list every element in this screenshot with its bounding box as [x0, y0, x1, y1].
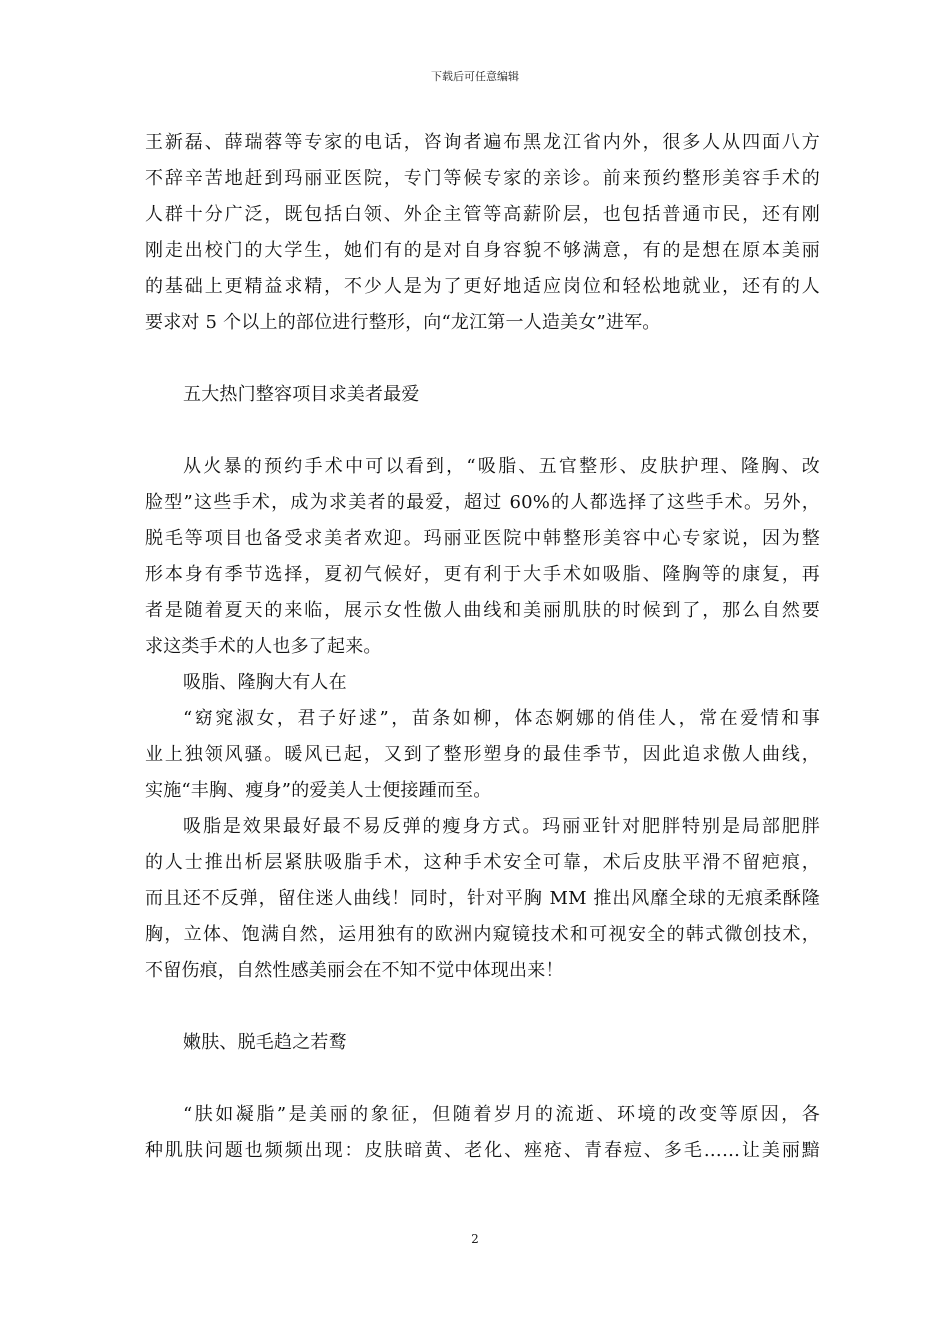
body-line: 种肌肤问题也频频出现：皮肤暗黄、老化、痤疮、青春痘、多毛……让美丽黯 [145, 1140, 820, 1161]
body-line: 刚走出校门的大学生，她们有的是对自身容貌不够满意，有的是想在原本美丽 [145, 240, 820, 261]
body-line: 不留伤痕，自然性感美丽会在不知不觉中体现出来！ [145, 960, 564, 981]
body-line: 而且还不反弹，留住迷人曲线！同时，针对平胸 MM 推出风靡全球的无痕柔酥隆 [145, 888, 820, 909]
section-heading: 嫩肤、脱毛趋之若鹜 [183, 1032, 347, 1053]
body-line: 脸型”这些手术，成为求美者的最爱，超过 60%的人都选择了这些手术。另外， [145, 492, 820, 513]
body-line: 实施“丰胸、瘦身”的爱美人士便接踵而至。 [145, 780, 492, 801]
section-heading: 吸脂、隆胸大有人在 [183, 672, 347, 693]
page-header: 下载后可任意编辑 [431, 70, 519, 83]
body-line: 人群十分广泛，既包括白领、外企主管等高薪阶层，也包括普通市民，还有刚 [145, 204, 820, 225]
body-line: 求这类手术的人也多了起来。 [145, 636, 382, 657]
body-line: 从火暴的预约手术中可以看到，“吸脂、五官整形、皮肤护理、隆胸、改 [183, 456, 820, 477]
page-number: 2 [471, 1232, 479, 1246]
body-line: 的人士推出析层紧肤吸脂手术，这种手术安全可靠，术后皮肤平滑不留疤痕， [145, 852, 820, 873]
body-line: 业上独领风骚。暖风已起，又到了整形塑身的最佳季节，因此追求傲人曲线， [145, 744, 820, 765]
body-line: “窈窕淑女，君子好逑”，苗条如柳，体态婀娜的俏佳人，常在爱情和事 [183, 708, 820, 729]
body-line: 形本身有季节选择，夏初气候好，更有利于大手术如吸脂、隆胸等的康复，再 [145, 564, 820, 585]
body-line: “肤如凝脂”是美丽的象征，但随着岁月的流逝、环境的改变等原因，各 [183, 1104, 820, 1125]
body-line: 王新磊、薛瑞蓉等专家的电话，咨询者遍布黑龙江省内外，很多人从四面八方 [145, 132, 820, 153]
body-line: 不辞辛苦地赶到玛丽亚医院，专门等候专家的亲诊。前来预约整形美容手术的 [145, 168, 820, 189]
body-line: 胸，立体、饱满自然，运用独有的欧洲内窥镜技术和可视安全的韩式微创技术， [145, 924, 820, 945]
body-line: 吸脂是效果最好最不易反弹的瘦身方式。玛丽亚针对肥胖特别是局部肥胖 [183, 816, 820, 837]
body-line: 要求对 5 个以上的部位进行整形，向“龙江第一人造美女”进军。 [145, 312, 661, 333]
body-line: 的基础上更精益求精，不少人是为了更好地适应岗位和轻松地就业，还有的人 [145, 276, 820, 297]
section-heading: 五大热门整容项目求美者最爱 [183, 384, 420, 405]
body-line: 脱毛等项目也备受求美者欢迎。玛丽亚医院中韩整形美容中心专家说，因为整 [145, 528, 820, 549]
body-line: 者是随着夏天的来临，展示女性傲人曲线和美丽肌肤的时候到了，那么自然要 [145, 600, 820, 621]
